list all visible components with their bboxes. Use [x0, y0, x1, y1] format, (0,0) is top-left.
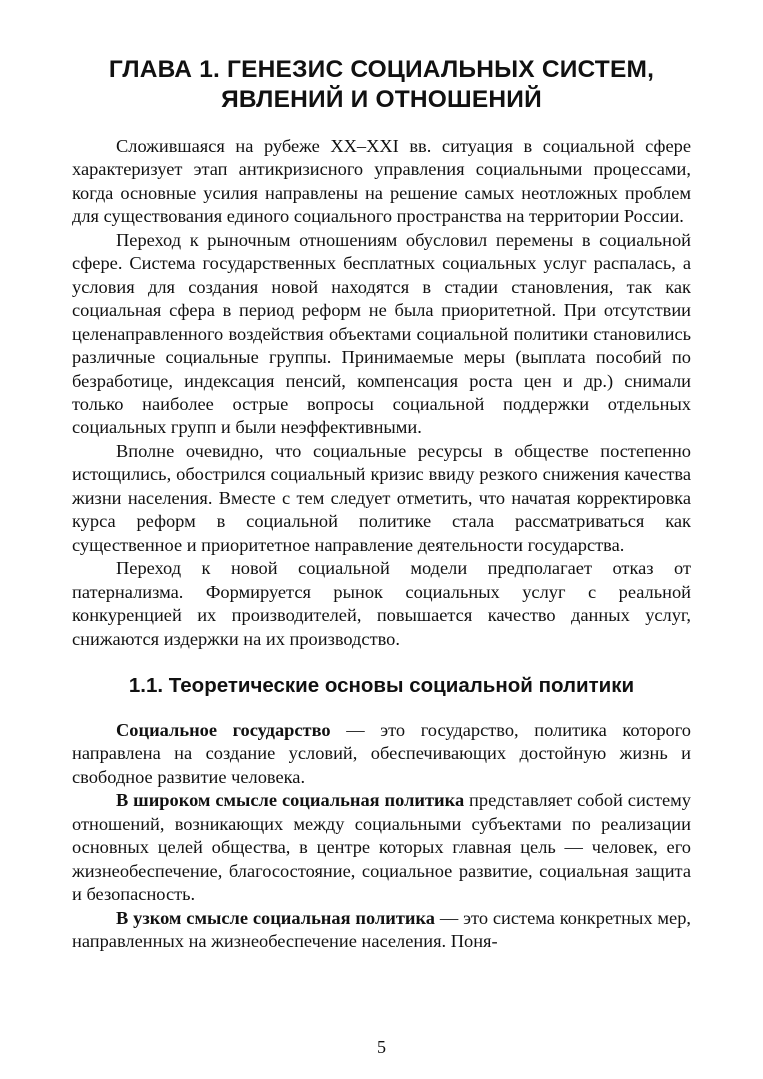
paragraph-4: Переход к новой социальной модели предполагает отказ от патернализма. Формируется рынок социальных услуг с реальной конкуренцией их производителей, повышается качество данных услуг, снижаются издержки на их производство.	[72, 558, 691, 649]
section-body	[72, 719, 691, 954]
definition-term: В широком смысле социальная политика	[116, 790, 465, 811]
definition-text: представляет собой систему отношений, возникающих между социальными субъектами по реализации основных целей общества, в центре которых главная цель — человек, его жизнеобеспечение, благосостояние, социальное развитие, социальная защита и безопасность.	[72, 790, 691, 905]
paragraph-3: Вполне очевидно, что социальные ресурсы в обществе постепенно истощились, обострился социальный кризис ввиду резкого снижения качества жизни населения. Вместе с тем следует отметить, что начатая корректировка курса реформ в социальной политике стала рассматриваться как существенное и приоритетное направление деятельности государства.	[72, 440, 691, 555]
definition-text: — это государство, политика которого направлена на создание условий, обеспечивающих достойную жизнь и свободное развитие человека.	[72, 719, 691, 787]
definition-broad-social-policy	[72, 789, 691, 906]
definition-term: В узком смысле социальная политика	[116, 907, 436, 928]
chapter-title-line-2: ЯВЛЕНИЙ И ОТНОШЕНИЙ	[221, 86, 542, 113]
document-page	[72, 55, 691, 954]
paragraph-2: Переход к рыночным отношениям обусловил перемены в социальной сфере. Система государственных бесплатных социальных услуг распалась, а условия для создания новой находятся в стадии становления, так как социальная сфера в период реформ не была приоритетной. При отсутствии целенаправленного воздействия объектами социальной политики становились различные социальные группы. Принимаемые меры (выплата пособий по безработице, индексация пенсий, компенсация роста цен и др.) снимали только наиболее острые вопросы социальной поддержки отдельных социальных групп и были неэффективными.	[72, 229, 691, 438]
chapter-intro	[72, 135, 691, 651]
chapter-title	[72, 55, 691, 115]
definition-social-state	[72, 719, 691, 789]
definition-narrow-social-policy	[72, 907, 691, 954]
paragraph-1: Сложившаяся на рубеже XX–XXI вв. ситуация в социальной сфере характеризует этап антикризисного управления социальными процессами, когда основные усилия направлены на решение самых неотложных проблем для существования единого социального пространства на территории России.	[72, 136, 691, 227]
page-number: 5	[377, 1037, 386, 1057]
section-title: 1.1. Теоретические основы социальной политики	[128, 673, 635, 697]
definition-text: — это система конкретных мер, направленных на жизнеобеспечение населения. Поня-	[72, 907, 691, 952]
definition-term: Социальное государство	[116, 719, 331, 740]
chapter-title-line-1: ГЛАВА 1. ГЕНЕЗИС СОЦИАЛЬНЫХ СИСТЕМ,	[108, 56, 655, 83]
